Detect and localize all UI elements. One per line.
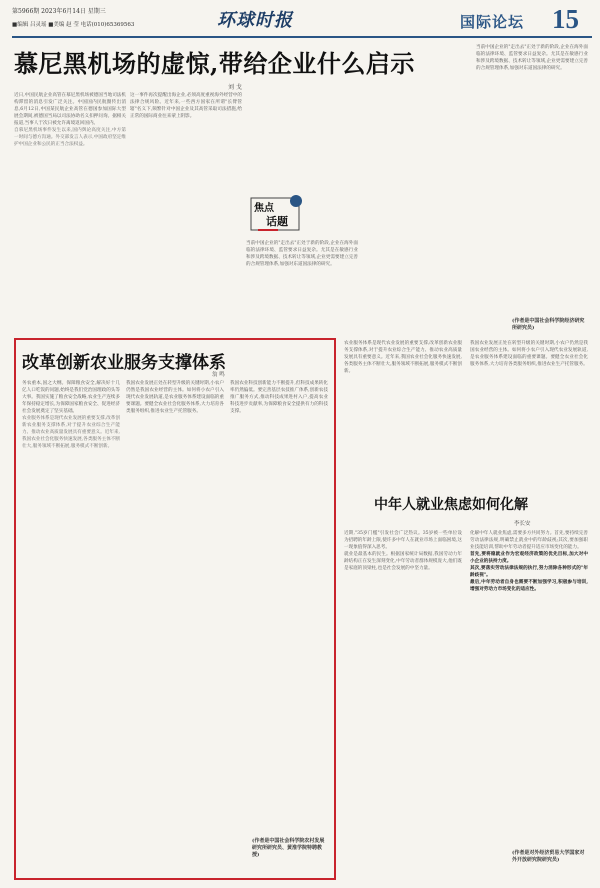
right-top-column-2 bbox=[470, 340, 588, 488]
article2-author: 翁 鸣 bbox=[212, 372, 225, 378]
right-top-column-1 bbox=[344, 340, 462, 488]
article2-paragraph: 我国农业发展正处在转型升级的关键时期,小农户仍然是我国农业经营的主体。如何将小农户引入现代农业发展轨道,是农业服务体系建设面临的重要课题。要健全农业社会化服务体系,大力培育各类服务组织,推进农业生产托管服务。 bbox=[470, 341, 588, 367]
article3-author: 李长安 bbox=[514, 521, 531, 527]
article3-column-1 bbox=[344, 530, 462, 880]
header-rule bbox=[12, 36, 592, 38]
article2-column-1 bbox=[22, 380, 120, 870]
article2-paragraph: 务农重本,国之大纲。保障粮食安全,解决好十几亿人口吃饭的问题,始终是我们党治国理政的头等大事。我国实施了粮食安全战略,农业生产连续多年保持稳定增长,为保障国家粮食安全、促进经济社会发展奠定了坚实基础。 bbox=[22, 381, 120, 414]
page-number: 15 bbox=[552, 4, 579, 34]
article2-paragraph: 农业服务体系是现代农业发展的重要支撑,改革创新农业服务支撑体系,对于提升农业综合生产能力、推动农业高质量发展具有重要意义。近年来,我国农业社会化服务快速发展,各类服务主体不断壮大,服务领域不断拓展,服务模式不断创新。 bbox=[344, 341, 462, 374]
article1-paragraph: 当前中国企业的"走出去"正处于新的阶段,企业在海外面临的法律环境、监管要求日益复杂。尤其是在敏感行业和涉及跨境数据、技术转让等领域,企业更需要建立完善的合规管理体系,加强对东道国法律的研究。 bbox=[246, 241, 358, 267]
article1-paragraph: 自慕尼黑机场事件发生以来,国内舆论高度关注,中方第一时间与德方沟通。外交部发言人表示,中国政府坚定维护中国企业和公民的正当合法权益。 bbox=[14, 128, 126, 147]
article3-bold-paragraph: 其次,要落实劳动法律法规的执行,努力消除各种形式的"年龄歧视"。 bbox=[470, 566, 588, 578]
article2-paragraph: 农业服务体系是现代农业发展的重要支撑,改革创新农业服务支撑体系,对于提升农业综合生产能力、推动农业高质量发展具有重要意义。近年来,我国农业社会化服务快速发展,各类服务主体不断壮大,服务领域不断拓展,服务模式不断创新。 bbox=[22, 416, 120, 449]
section-title: 国际论坛 bbox=[460, 13, 525, 31]
topic-label: 话题 bbox=[266, 215, 288, 228]
article2-author-note: (作者是中国社会科学院农村发展研究所研究员、黄淮学院特聘教授) bbox=[252, 838, 325, 858]
article2-column-2 bbox=[126, 380, 224, 870]
article3-paragraph: 就业是最基本的民生。根据国家统计局数据,我国劳动力年龄结构正在发生深刻变化,中年劳动者群体规模庞大,他们既是家庭的顶梁柱,也是社会发展的中坚力量。 bbox=[344, 552, 462, 571]
article2-column-3 bbox=[230, 380, 328, 830]
editors-line: ■编辑 吕灵瑶 ■美编 赵 莹 电话(010)65369563 bbox=[12, 22, 135, 28]
article1-column-3 bbox=[246, 240, 358, 325]
article3-title: 中年人就业焦虑如何化解 bbox=[374, 497, 528, 513]
article3-column-2 bbox=[470, 530, 588, 848]
article3-bold-paragraph: 最后,中年劳动者自身也需要不断加强学习,积极参与培训,增强对劳动力市场变化的适应性。 bbox=[470, 580, 588, 592]
article3-author-note: (作者是对外经济贸易大学国家对外开放研究院研究员) bbox=[512, 850, 585, 863]
side-paragraph: 当前中国企业的"走出去"正处于新的阶段,企业在海外面临的法律环境、监管要求日益复杂。尤其是在敏感行业和涉及跨境数据、技术转让等领域,企业更需要建立完善的合规管理体系,加强对东道国法律的研究。 bbox=[476, 45, 588, 71]
issue-line: 第5966期 2023年6月14日 星期三 bbox=[12, 8, 106, 15]
focus-topic-badge bbox=[248, 195, 306, 235]
focus-label: 焦点 bbox=[254, 203, 274, 214]
article1-title: 慕尼黑机场的虚惊,带给企业什么启示 bbox=[14, 49, 415, 78]
article1-author: 刘 戈 bbox=[228, 84, 242, 91]
article3-bold-paragraph: 首先,要将稳就业作为宏观经济政策的优先目标,加大对中小企业的扶持力度。 bbox=[470, 552, 588, 564]
article3-paragraph: 近期,"35岁门槛"引发社会广泛热议。35岁被一些单位设为招聘的年龄上限,使许多中年人在就业市场上面临困境,这一现象值得深入思考。 bbox=[344, 531, 462, 550]
article1-author-note: (作者是中国社会科学院经济研究所研究员) bbox=[512, 318, 585, 331]
article2-title: 改革创新农业服务支撑体系 bbox=[22, 353, 226, 373]
article1-paragraph: 这一事件再次提醒出海企业,必须高度重视海外经营中的法律合规风险。近年来,一些西方国家在所谓"长臂管辖"名义下,频繁针对中国企业及其高管采取司法措施,给正常的国际商业往来蒙上阴影。 bbox=[130, 93, 242, 119]
article3-paragraph: 化解中年人就业焦虑,需要多方共同努力。首先,要持续完善劳动法律法规,明确禁止就业中的年龄歧视;其次,要加强职业技能培训,帮助中年劳动者提升适应市场变化的能力。 bbox=[470, 531, 588, 550]
article2-box bbox=[14, 338, 336, 880]
article2-paragraph: 我国农业发展正处在转型升级的关键时期,小农户仍然是我国农业经营的主体。如何将小农户引入现代农业发展轨道,是农业服务体系建设面临的重要课题。要健全农业社会化服务体系,大力培育各类服务组织,推进农业生产托管服务。 bbox=[126, 381, 224, 414]
article1-side-column bbox=[476, 44, 588, 364]
article1-column-1 bbox=[14, 92, 126, 325]
article1-paragraph: 近日,中国民航企业高管在慕尼黑机场被德国当地司法机构滞留的消息引发广泛关注。中国国内民航圈传出消息,6月12日,中国某民航企业高管在德国参加国际大型展会期间,被德国当局以司法协助名义扣押问询。据相关报道,当事人于次日被允许离境返回国内。 bbox=[14, 93, 126, 126]
article1-column-2 bbox=[130, 92, 242, 325]
newspaper-logo: 环球时报 bbox=[217, 10, 293, 31]
article2-paragraph: 我国农业科技创新能力不断提升,但科技成果转化率仍然偏低。要完善基层农技推广体系,创新农技推广服务方式,推动科技成果进村入户,提高农业科技进步贡献率,为保障粮食安全提供有力的科技支撑。 bbox=[230, 381, 328, 414]
